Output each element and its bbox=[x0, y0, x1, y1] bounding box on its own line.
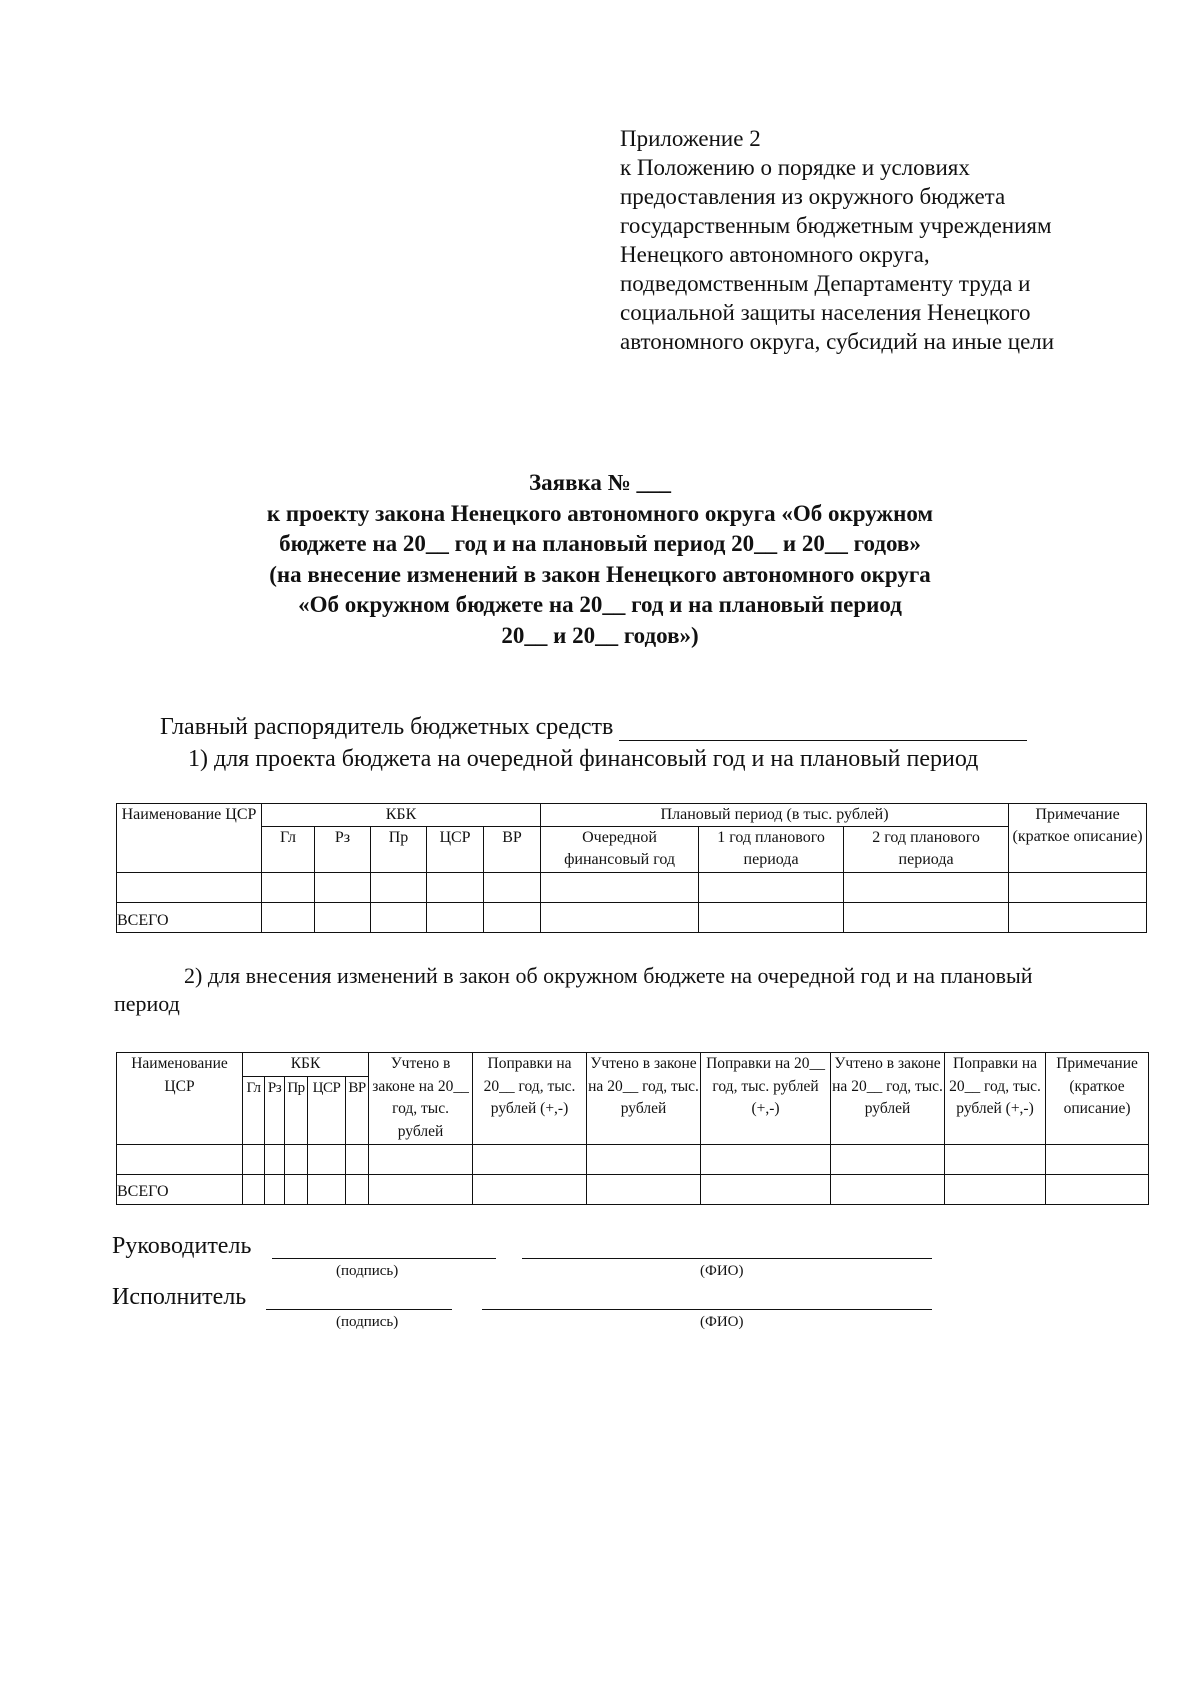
table-cell[interactable] bbox=[701, 1174, 831, 1204]
title-line: «Об окружном бюджете на 20__ год и на плановый период bbox=[298, 592, 902, 617]
table-cell[interactable] bbox=[844, 903, 1009, 933]
title-line: к проекту закона Ненецкого автономного округа «Об окружном bbox=[266, 500, 934, 526]
header-plan-period: Плановый период (в тыс. рублей) bbox=[541, 804, 1009, 827]
table-cell[interactable] bbox=[587, 1144, 701, 1174]
table-cell[interactable] bbox=[945, 1144, 1046, 1174]
section2-heading-line1: 2) для внесения изменений в закон об окружном бюджете на очередной год и на плановый bbox=[184, 963, 1033, 988]
header-name-csr: Наименование ЦСР bbox=[117, 1053, 243, 1145]
table-cell[interactable] bbox=[308, 1144, 346, 1174]
head-signature-caption: (подпись) bbox=[336, 1263, 399, 1279]
section1-heading: 1) для проекта бюджета на очередной финансовый год и на плановый период bbox=[188, 746, 979, 772]
budget-amendments-table bbox=[116, 1052, 1149, 1205]
header-kbk-vr: ВР bbox=[484, 827, 541, 873]
table-cell[interactable] bbox=[315, 903, 371, 933]
table-cell[interactable] bbox=[699, 903, 844, 933]
main-manager-field[interactable] bbox=[619, 718, 1027, 741]
header-kbk-csr: ЦСР bbox=[308, 1076, 346, 1144]
table-cell[interactable] bbox=[541, 903, 699, 933]
table-cell[interactable] bbox=[117, 1144, 243, 1174]
document-title bbox=[100, 468, 1100, 651]
header-kbk-gl: Гл bbox=[243, 1076, 265, 1144]
table-cell[interactable] bbox=[262, 873, 315, 903]
table-cell[interactable] bbox=[346, 1174, 369, 1204]
table-cell[interactable] bbox=[701, 1144, 831, 1174]
table-cell[interactable] bbox=[587, 1174, 701, 1204]
header-kbk-rz: Рз bbox=[265, 1076, 285, 1144]
table-cell[interactable] bbox=[699, 873, 844, 903]
title-line: 20__ и 20__ годов») bbox=[501, 622, 699, 648]
table-cell[interactable] bbox=[427, 903, 484, 933]
total-label: ВСЕГО bbox=[117, 903, 262, 933]
appendix-line: социальной защиты населения Ненецкого bbox=[620, 300, 1031, 325]
table-cell[interactable] bbox=[371, 873, 427, 903]
table-cell[interactable] bbox=[1009, 903, 1147, 933]
header-approved-year3: Учтено в законе на 20__ год, тыс. рублей bbox=[831, 1053, 945, 1145]
executor-name-field[interactable] bbox=[482, 1309, 932, 1310]
header-kbk-vr: ВР bbox=[346, 1076, 369, 1144]
main-manager-label: Главный распорядитель бюджетных средств bbox=[160, 714, 614, 740]
table-cell[interactable] bbox=[473, 1144, 587, 1174]
appendix-line: подведомственным Департаменту труда и bbox=[620, 271, 1031, 296]
table-cell[interactable] bbox=[117, 873, 262, 903]
total-row bbox=[117, 903, 1147, 933]
header-kbk-pr: Пр bbox=[285, 1076, 308, 1144]
table-cell[interactable] bbox=[427, 873, 484, 903]
header-note: Примечание (краткое описание) bbox=[1009, 804, 1147, 873]
header-approved-year2: Учтено в законе на 20__ год, тыс. рублей bbox=[587, 1053, 701, 1145]
main-manager-row bbox=[160, 714, 1027, 741]
table-cell[interactable] bbox=[371, 903, 427, 933]
header-kbk-csr: ЦСР bbox=[427, 827, 484, 873]
appendix-line: Ненецкого автономного округа, bbox=[620, 242, 930, 267]
table-cell[interactable] bbox=[484, 873, 541, 903]
table-cell[interactable] bbox=[831, 1144, 945, 1174]
head-name-field[interactable] bbox=[522, 1258, 932, 1259]
header-kbk-rz: Рз bbox=[315, 827, 371, 873]
table-cell[interactable] bbox=[315, 873, 371, 903]
table-cell[interactable] bbox=[308, 1174, 346, 1204]
appendix-line: к Положению о порядке и условиях bbox=[620, 155, 970, 180]
table-cell[interactable] bbox=[473, 1174, 587, 1204]
table-cell[interactable] bbox=[1046, 1144, 1149, 1174]
header-kbk-gl: Гл bbox=[262, 827, 315, 873]
table-row bbox=[117, 1144, 1149, 1174]
header-plan-current: Очередной финансовый год bbox=[541, 827, 699, 873]
section2-heading bbox=[114, 962, 1124, 1018]
table-cell[interactable] bbox=[541, 873, 699, 903]
table-cell[interactable] bbox=[346, 1144, 369, 1174]
appendix-line: автономного округа, субсидий на иные цели bbox=[620, 329, 1055, 354]
total-row bbox=[117, 1174, 1149, 1204]
table-cell[interactable] bbox=[262, 903, 315, 933]
header-kbk-pr: Пр bbox=[371, 827, 427, 873]
title-line: бюджете на 20__ год и на плановый период 20__ и 20__ годов» bbox=[279, 531, 921, 556]
header-kbk: КБК bbox=[243, 1053, 369, 1077]
table-cell[interactable] bbox=[243, 1144, 265, 1174]
table-cell[interactable] bbox=[484, 903, 541, 933]
table-cell[interactable] bbox=[1009, 873, 1147, 903]
table-cell[interactable] bbox=[945, 1174, 1046, 1204]
head-label: Руководитель bbox=[112, 1233, 252, 1259]
header-name-csr: Наименование ЦСР bbox=[117, 804, 262, 873]
table-cell[interactable] bbox=[285, 1174, 308, 1204]
header-approved-year1: Учтено в законе на 20__ год, тыс. рублей bbox=[369, 1053, 473, 1145]
executor-signature-field[interactable] bbox=[266, 1309, 452, 1310]
header-kbk: КБК bbox=[262, 804, 541, 827]
appendix-header bbox=[620, 124, 1140, 356]
appendix-line: государственным бюджетным учреждениям bbox=[620, 213, 1052, 238]
total-label: ВСЕГО bbox=[117, 1174, 243, 1204]
appendix-line: Приложение 2 bbox=[620, 126, 761, 151]
header-amend-year1: Поправки на 20__ год, тыс. рублей (+,-) bbox=[473, 1053, 587, 1145]
executor-signature-caption: (подпись) bbox=[336, 1314, 399, 1330]
title-line: Заявка № ___ bbox=[528, 470, 672, 495]
title-line: (на внесение изменений в закон Ненецкого автономного округа bbox=[269, 561, 931, 587]
section2-heading-line2: период bbox=[114, 991, 180, 1016]
head-signature-field[interactable] bbox=[272, 1258, 496, 1259]
table-cell[interactable] bbox=[265, 1174, 285, 1204]
executor-name-caption: (ФИО) bbox=[700, 1314, 744, 1330]
table-cell[interactable] bbox=[369, 1144, 473, 1174]
header-amend-year2: Поправки на 20__ год, тыс. рублей (+,-) bbox=[701, 1053, 831, 1145]
table-cell[interactable] bbox=[844, 873, 1009, 903]
header-amend-year3: Поправки на 20__ год, тыс. рублей (+,-) bbox=[945, 1053, 1046, 1145]
table-cell[interactable] bbox=[369, 1174, 473, 1204]
budget-project-table bbox=[116, 803, 1147, 933]
table-cell[interactable] bbox=[1046, 1174, 1149, 1204]
table-row bbox=[117, 873, 1147, 903]
appendix-line: предоставления из окружного бюджета bbox=[620, 184, 1006, 209]
table-cell[interactable] bbox=[831, 1174, 945, 1204]
header-plan-year1: 1 год планового периода bbox=[699, 827, 844, 873]
header-plan-year2: 2 год планового периода bbox=[844, 827, 1009, 873]
table-cell[interactable] bbox=[265, 1144, 285, 1174]
head-name-caption: (ФИО) bbox=[700, 1263, 744, 1279]
executor-label: Исполнитель bbox=[112, 1284, 247, 1310]
header-note: Примечание (краткое описание) bbox=[1046, 1053, 1149, 1145]
table-cell[interactable] bbox=[285, 1144, 308, 1174]
table-cell[interactable] bbox=[243, 1174, 265, 1204]
